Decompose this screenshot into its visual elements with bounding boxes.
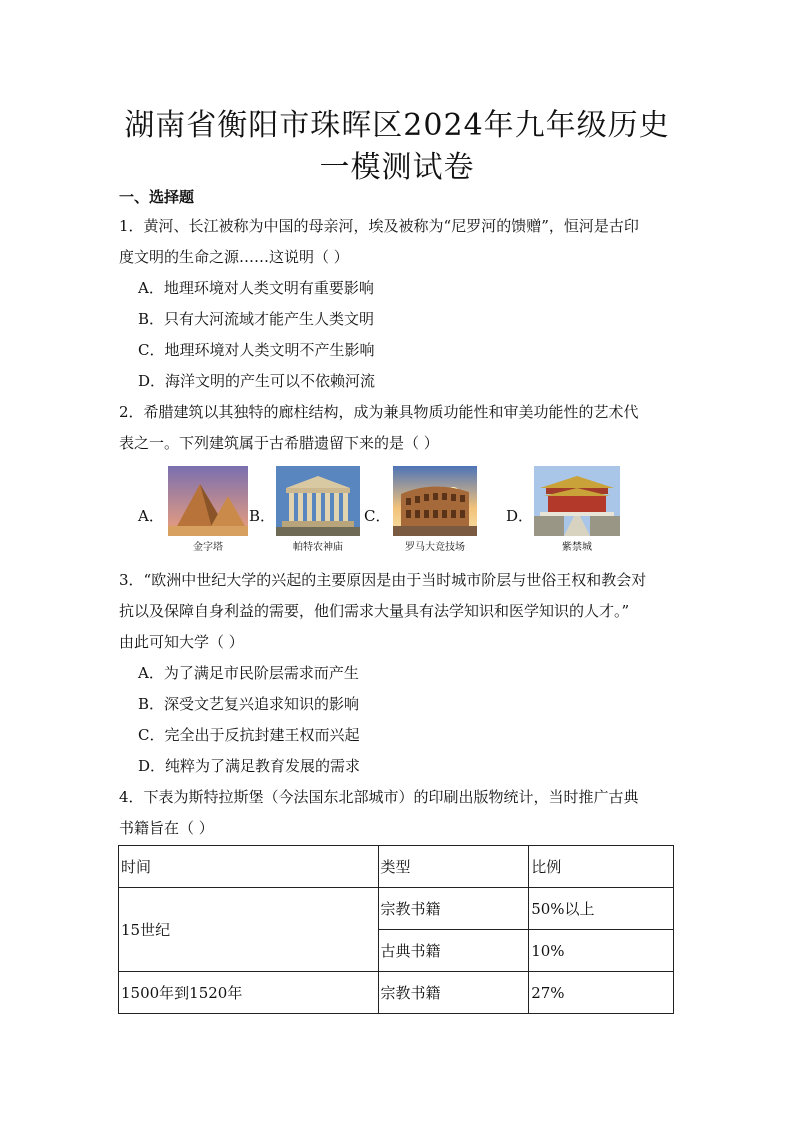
q1-option-b: B．只有大河流域才能产生人类文明 [138, 310, 375, 328]
q2-stem-line2: 表之一。下列建筑属于古希腊遗留下来的是（ ） [119, 434, 439, 452]
q1-stem-line1: 1．黄河、长江被称为中国的母亲河，埃及被称为“尼罗河的馈赠”，恒河是古印 [119, 217, 639, 235]
document-title-line1: 湖南省衡阳市珠晖区2024年九年级历史 [124, 108, 670, 143]
forbidden-city-image [534, 466, 620, 536]
q2-caption-b: 帕特农神庙 [293, 542, 343, 553]
q2-option-a-label: A． [138, 507, 164, 525]
table-header-row [119, 846, 674, 888]
q3-stem-line1: 3．“欧洲中世纪大学的兴起的主要原因是由于当时城市阶层与世俗王权和教会对 [119, 571, 647, 589]
parthenon-image [276, 466, 360, 536]
table-cell-ratio: 27% [529, 972, 674, 1014]
q4-stem-line1: 4．下表为斯特拉斯堡（今法国东北部城市）的印刷出版物统计，当时推广古典 [119, 788, 639, 806]
table-cell-type: 古典书籍 [378, 930, 529, 972]
table-cell-type: 宗教书籍 [378, 972, 529, 1014]
q2-stem-line1: 2．希腊建筑以其独特的廊柱结构，成为兼具物质功能性和审美功能性的艺术代 [119, 403, 639, 421]
q3-option-d: D．纯粹为了满足教育发展的需求 [138, 757, 361, 775]
q2-option-c-label: C． [364, 507, 391, 525]
q2-option-d-label: D． [506, 507, 534, 525]
table-header-cell: 时间 [119, 846, 379, 888]
section-heading: 一、选择题 [119, 188, 195, 206]
q2-caption-c: 罗马大竞技场 [405, 542, 465, 553]
q3-stem-line2: 抗以及保障自身利益的需要，他们需求大量具有法学知识和医学知识的人才。” [119, 602, 630, 620]
q2-caption-d: 紫禁城 [562, 542, 592, 553]
table-row [119, 972, 674, 1014]
document-title-line2: 一模测试卷 [319, 150, 475, 185]
table-cell-period: 1500年到1520年 [119, 972, 379, 1014]
q2-caption-a: 金字塔 [193, 542, 223, 553]
q1-stem-line2: 度文明的生命之源……这说明（ ） [119, 248, 349, 266]
q3-stem-line3: 由此可知大学（ ） [119, 633, 244, 651]
table-cell-ratio: 50%以上 [529, 888, 674, 930]
pyramid-image [168, 466, 248, 536]
q3-option-a: A．为了满足市民阶层需求而产生 [138, 664, 359, 682]
table-cell-type: 宗教书籍 [378, 888, 529, 930]
q3-option-c: C．完全出于反抗封建王权而兴起 [138, 726, 360, 744]
colosseum-image [393, 466, 477, 536]
q3-option-b: B．深受文艺复兴追求知识的影响 [138, 695, 360, 713]
print-statistics-table [118, 845, 674, 1014]
q1-option-c: C．地理环境对人类文明不产生影响 [138, 341, 375, 359]
q2-option-b-label: B． [249, 507, 276, 525]
q1-option-a: A．地理环境对人类文明有重要影响 [138, 279, 374, 297]
table-cell-period: 15世纪 [119, 888, 379, 972]
table-cell-ratio: 10% [529, 930, 674, 972]
table-header-cell: 比例 [529, 846, 674, 888]
q4-stem-line2: 书籍旨在（ ） [119, 819, 214, 837]
table-row [119, 888, 674, 930]
q1-option-d: D．海洋文明的产生可以不依赖河流 [138, 372, 376, 390]
table-header-cell: 类型 [378, 846, 529, 888]
